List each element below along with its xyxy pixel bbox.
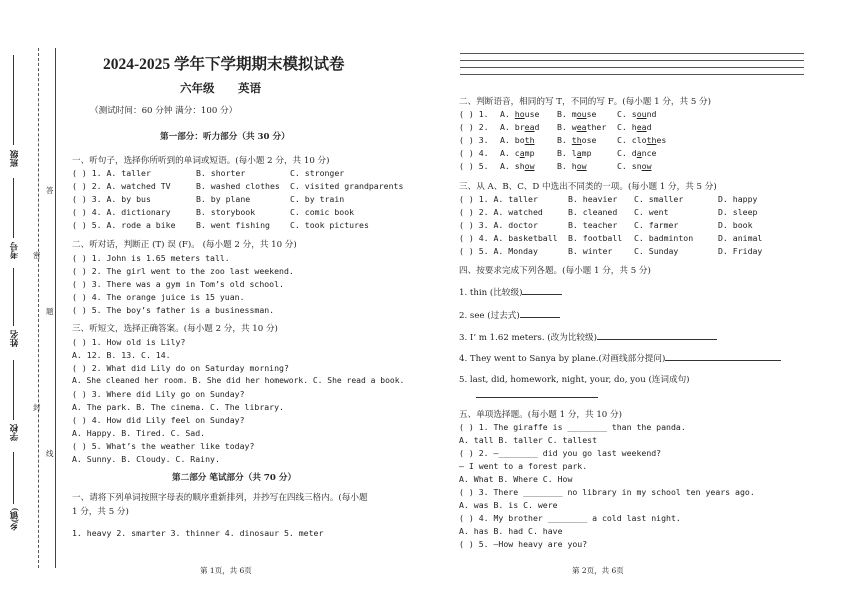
option: C. badminton <box>634 233 694 243</box>
listening-line: ( ) 4. How did Lily feel on Sunday? <box>72 415 245 425</box>
underlined-letters: ow <box>641 161 652 171</box>
option: C. went <box>634 207 669 217</box>
option-c: C. took pictures <box>290 220 369 230</box>
page-footer-left: 第 1页，共 6页 <box>200 566 252 575</box>
seal-mark-ti: 题 <box>46 307 54 316</box>
word-part: use <box>524 109 540 119</box>
question-number: ( ) 1. <box>459 109 489 119</box>
tf-question: ( ) 4. The orange juice is 15 yuan. <box>72 292 245 302</box>
question-number: ( ) 3. <box>459 135 489 145</box>
question-option-a: ( ) 4. A. basketball <box>459 233 558 243</box>
word-part: A. br <box>500 122 525 132</box>
word-part: C. clo <box>617 135 647 145</box>
option: B. cleaned <box>568 207 618 217</box>
task-text: 4. They went to Sanya by plane.(对画线部分提问) <box>459 354 666 364</box>
mc-line: ( ) 1. The giraffe is ________ than the panda. <box>459 422 686 432</box>
option-b <box>557 109 596 119</box>
underlined-letters: a <box>576 148 582 158</box>
word-part: C. s <box>617 109 637 119</box>
answer-blank[interactable] <box>520 308 560 318</box>
option-a <box>500 109 539 119</box>
option-c <box>617 161 652 171</box>
word-part: ose <box>581 135 597 145</box>
listening-line: ( ) 5. What’s the weather like today? <box>72 441 255 451</box>
option: B. winter <box>568 246 613 256</box>
option: D. book <box>718 220 753 230</box>
underlined-letters: th <box>646 135 657 145</box>
name-label: 姓名 <box>9 330 19 347</box>
word-list: 1. heavy 2. smarter 3. thinner 4. dinosaur 5. meter <box>72 528 324 538</box>
option-a <box>500 122 539 132</box>
option: D. Friday <box>718 246 763 256</box>
task-item <box>459 373 690 385</box>
exam-info: （测试时间：60 分钟 满分：100 分） <box>90 106 238 116</box>
mc-line: — I went to a forest park. <box>459 461 588 471</box>
option: D. happy <box>718 194 758 204</box>
option-c: C. comic book <box>290 207 355 217</box>
seal-mark-xian: 线 <box>46 449 54 458</box>
exam-number-blank <box>13 178 14 238</box>
writing-heading-line2: 1 分，共 5 分) <box>72 507 129 517</box>
task-text: 1. thin (比较级) <box>459 288 523 298</box>
option: B. heavier <box>568 194 618 204</box>
option-c: C. stronger <box>290 168 345 178</box>
word-part: A. sh <box>500 161 525 171</box>
task-item <box>459 351 781 364</box>
seal-mark-da: 答 <box>46 186 54 195</box>
township-label: 乡(镇) <box>9 508 19 531</box>
tf-question: ( ) 1. John is 1.65 meters tall. <box>72 253 230 263</box>
word-part: C. sn <box>617 161 642 171</box>
underlined-letters: ow <box>576 161 587 171</box>
listening-line: A. Happy. B. Tired. C. Sad. <box>72 428 206 438</box>
option: B. football <box>568 233 623 243</box>
underlined-letters: ho <box>514 109 525 119</box>
binding-solid-line <box>55 48 56 568</box>
word-part: se <box>586 109 597 119</box>
tf-question: ( ) 2. The girl went to the zoo last weekend. <box>72 266 294 276</box>
listening-line: ( ) 3. Where did Lily go on Sunday? <box>72 389 245 399</box>
question-option-a: ( ) 1. A. taller <box>459 194 538 204</box>
word-part: mp <box>581 148 592 158</box>
page-footer-right: 第 2页，共 6页 <box>572 566 624 575</box>
mc-line: ( ) 3. There ________ no library in my school ten years ago. <box>459 487 755 497</box>
seal-mark-mi: 密 <box>33 251 41 260</box>
subject-label: 英语 <box>238 83 261 95</box>
grid-line <box>460 74 804 75</box>
listening-line: A. She cleaned her room. B. She did her homework. C. She read a book. <box>72 376 405 385</box>
school-blank <box>13 360 14 420</box>
multiple-choice-heading: 五、单项选择题。(每小题 1 分，共 10 分) <box>459 410 622 420</box>
mc-line: A. has B. had C. have <box>459 526 563 536</box>
option: C. smaller <box>634 194 684 204</box>
underlined-letters: a <box>636 148 642 158</box>
option-a <box>500 135 535 145</box>
mc-line: A. was B. is C. were <box>459 500 558 510</box>
word-part: B. m <box>557 109 577 119</box>
underlined-letters: ou <box>636 109 647 119</box>
listening-line: A. Sunny. B. Cloudy. C. Rainy. <box>72 454 220 464</box>
listening-line: A. The park. B. The cinema. C. The library. <box>72 402 284 412</box>
underlined-letters: ou <box>576 109 587 119</box>
answer-blank[interactable] <box>665 351 781 361</box>
option-c <box>617 109 656 119</box>
option: C. farmer <box>634 220 679 230</box>
section1-heading: 一、听句子，选择你所听到的单词或短语。(每小题 2 分，共 10 分) <box>72 156 330 166</box>
task-text: 5. last, did, homework, night, your, do, you (连词成句) <box>459 375 690 385</box>
underlined-letters: th <box>524 135 535 145</box>
option-b <box>557 122 606 132</box>
word-part: nce <box>641 148 657 158</box>
option: B. teacher <box>568 220 618 230</box>
listening-line: A. 12. B. 13. C. 14. <box>72 350 171 360</box>
question-option-a: ( ) 2. A. watched <box>459 207 543 217</box>
grid-line <box>460 67 804 68</box>
listening-line: ( ) 1. How old is Lily? <box>72 337 186 347</box>
class-label: 班级 <box>9 150 19 167</box>
part1-heading: 第一部分：听力部分（共 30 分） <box>160 132 290 142</box>
word-part: es <box>656 135 667 145</box>
part2-heading: 第二部分 笔试部分（共 70 分） <box>172 473 297 483</box>
listening-line: ( ) 2. What did Lily do on Saturday morning? <box>72 363 289 373</box>
option-c: C. visited grandparents <box>290 181 404 191</box>
option-b <box>557 161 587 171</box>
option-c: C. by train <box>290 194 345 204</box>
word-part: B. w <box>557 122 577 132</box>
writing-heading-line1: 一、请将下列单词按照字母表的顺序重新排列，并抄写在四线三格内。(每小题 <box>72 493 368 503</box>
option-b: B. washed clothes <box>196 181 280 191</box>
underlined-letters: a <box>519 148 525 158</box>
section3-heading: 三、听短文，选择正确答案。(每小题 2 分，共 10 分) <box>72 324 278 334</box>
option-a <box>500 161 535 171</box>
grade-label: 六年级 <box>180 83 215 95</box>
task-text: 2. see (过去式) <box>459 311 520 321</box>
mc-line: A. What B. Where C. How <box>459 474 573 484</box>
option-c <box>617 135 666 145</box>
word-part: d <box>646 122 652 132</box>
mc-line: ( ) 4. My brother ________ a cold last night. <box>459 513 681 523</box>
class-blank <box>13 55 14 145</box>
option: D. animal <box>718 233 763 243</box>
underlined-letters: th <box>571 135 582 145</box>
underlined-letters: ow <box>524 161 535 171</box>
word-part: A. <box>500 109 515 119</box>
word-part: nd <box>646 109 657 119</box>
mc-line: A. tall B. taller C. tallest <box>459 435 598 445</box>
question-number: ( ) 5. A. rode a bike <box>72 220 176 230</box>
binding-dashed-line <box>38 48 39 568</box>
option: D. sleep <box>718 207 758 217</box>
question-number: ( ) 2. <box>459 122 489 132</box>
exam-title: 2024-2025 学年下学期期末模拟试卷 <box>103 56 345 73</box>
odd-one-out-heading: 三、从 A、B、C、D 中选出不同类的一项。(每小题 1 分，共 5 分) <box>459 182 717 192</box>
tf-question: ( ) 3. There was a gym in Tom’s old school. <box>72 279 284 289</box>
answer-blank[interactable] <box>522 285 562 295</box>
word-part: B. l <box>557 148 577 158</box>
grid-line <box>460 53 804 54</box>
question-option-a: ( ) 5. A. Monday <box>459 246 538 256</box>
underlined-letters: ea <box>636 122 647 132</box>
option-b: B. storybook <box>196 207 256 217</box>
task-item <box>459 285 562 298</box>
word-part: A. bo <box>500 135 525 145</box>
option-b: B. by plane <box>196 194 251 204</box>
mc-line: ( ) 2. —________ did you go last weekend? <box>459 448 662 458</box>
word-part: mp <box>524 148 535 158</box>
seal-mark-feng: 封 <box>33 403 41 412</box>
underlined-letters: ea <box>524 122 535 132</box>
school-label: 学校 <box>9 424 19 441</box>
option-b <box>557 135 596 145</box>
task-text: 3. I’ m 1.62 meters. (改为比较级) <box>459 333 597 343</box>
question-number: ( ) 2. A. watched TV <box>72 181 171 191</box>
option-b: B. shorter <box>196 168 246 178</box>
phonics-heading: 二、判断语音，相同的写 T，不同的写 F。(每小题 1 分，共 5 分) <box>459 97 711 107</box>
task-item <box>459 330 717 343</box>
township-blank <box>13 452 14 504</box>
option-c <box>617 122 652 132</box>
name-blank <box>13 268 14 326</box>
question-number: ( ) 3. A. by bus <box>72 194 151 204</box>
question-number: ( ) 4. <box>459 148 489 158</box>
word-part: A. c <box>500 148 520 158</box>
option-c <box>617 148 656 158</box>
word-part: C. h <box>617 122 637 132</box>
word-part: B. h <box>557 161 577 171</box>
exam-number-label: 考号 <box>9 242 19 259</box>
option-b: B. went fishing <box>196 220 270 230</box>
grid-line <box>460 60 804 61</box>
option-b <box>557 148 592 158</box>
question-number: ( ) 5. <box>459 161 489 171</box>
task-item <box>459 308 560 321</box>
word-part: ther <box>586 122 607 132</box>
underlined-letters: ea <box>576 122 587 132</box>
mc-line: ( ) 5. —How heavy are you? <box>459 539 588 549</box>
word-part: d <box>534 122 540 132</box>
question-number: ( ) 1. A. taller <box>72 168 151 178</box>
tasks-heading: 四、按要求完成下列各题。(每小题 1 分，共 5 分) <box>459 266 651 276</box>
answer-blank[interactable] <box>476 388 598 398</box>
answer-blank[interactable] <box>597 330 717 340</box>
tf-question: ( ) 5. The boy’s father is a businessman. <box>72 305 275 315</box>
question-number: ( ) 4. A. dictionary <box>72 207 171 217</box>
section2-heading: 二、听对话，判断正 (T) 误 (F)。 (每小题 2 分，共 10 分) <box>72 240 297 250</box>
option-a <box>500 148 535 158</box>
option: C. Sunday <box>634 246 679 256</box>
word-part: C. d <box>617 148 637 158</box>
word-part: B. <box>557 135 572 145</box>
question-option-a: ( ) 3. A. doctor <box>459 220 538 230</box>
